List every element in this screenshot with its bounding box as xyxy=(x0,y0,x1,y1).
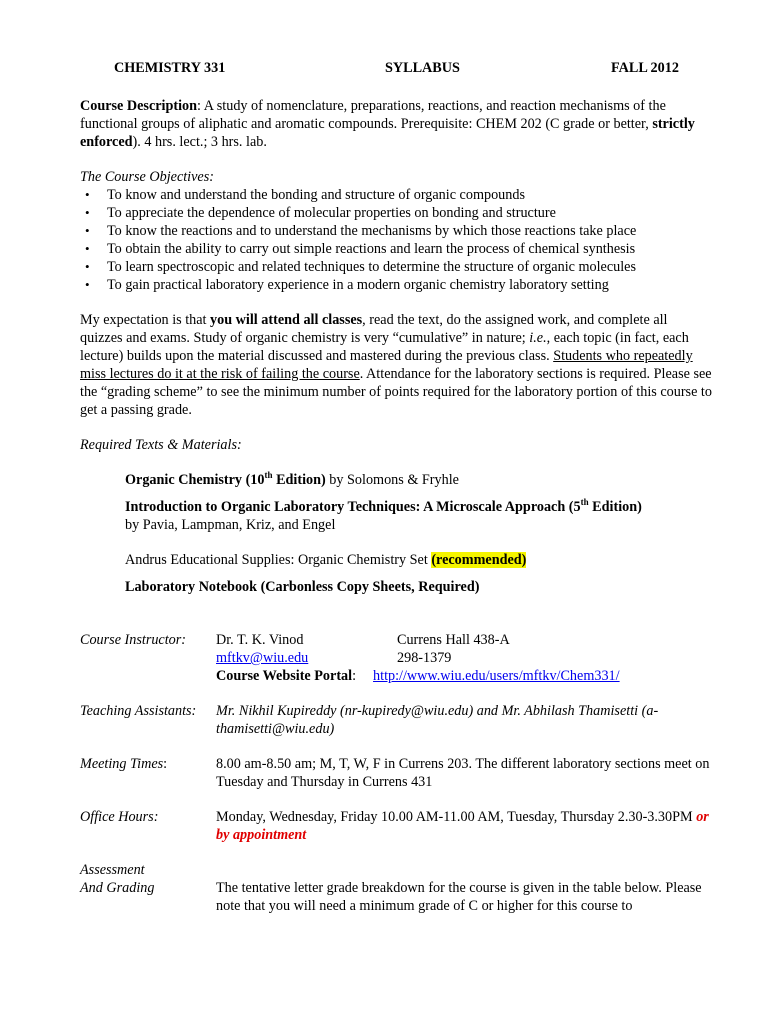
assessment-block xyxy=(80,861,712,915)
office-hours-block xyxy=(80,808,712,844)
attendance-expectation: My expectation is that you will attend all classes, read the text, do the assigned work, and complete all quizzes and exams. Study of organic chemistry is very “cumulative” in nature; i.e., each topic (in fact, each lecture) builds upon the material discussed and mastered during the previous class. Students who repeatedly miss lectures do it at the risk of failing the course. Attendance for the laboratory sections is required. Please see the “grading scheme” to see the minimum number of points required for the laboratory portion of this course to get a passing grade. xyxy=(80,312,712,418)
office-hours-text: Monday, Wednesday, Friday 10.00 AM-11.00 AM, Tuesday, Thursday 2.30-3.30PM or by appointment xyxy=(216,809,709,843)
meeting-times-label: Meeting Times: xyxy=(80,756,168,772)
textbook-lab-techniques: Introduction to Organic Laboratory Techniques: A Microscale Approach (5th Edition) xyxy=(125,497,642,515)
instructor-label: Course Instructor: xyxy=(80,632,187,648)
grading-label: And Grading xyxy=(80,880,155,896)
objectives-title: The Course Objectives: xyxy=(80,169,214,185)
course-description: Course Description: A study of nomenclature, preparations, reactions, and reaction mechanisms of the functional groups of aliphatic and aromatic compounds. Prerequisite: CHEM 202 (C grade or better, strictly enforced). 4 hrs. lect.; 3 hrs. lab. xyxy=(80,98,695,150)
term: FALL 2012 xyxy=(611,60,679,76)
textbook-organic-chemistry: Organic Chemistry (10th Edition) by Solomons & Fryhle xyxy=(125,470,459,488)
assessment-label: Assessment xyxy=(80,862,145,878)
portal-label: Course Website Portal xyxy=(216,668,353,684)
meeting-times-text: 8.00 am-8.50 am; M, T, W, F in Currens 203. The different laboratory sections meet on Tuesday and Thursday in Currens 431 xyxy=(216,756,710,790)
bullet-icon: • xyxy=(85,241,90,256)
instructor-email-link[interactable]: mftkv@wiu.edu xyxy=(216,650,309,666)
instructor-name: Dr. T. K. Vinod xyxy=(216,632,304,648)
list-item: • To obtain the ability to carry out simple reactions and learn the process of chemical synthesis xyxy=(85,241,636,257)
list-item: • To know the reactions and to understand the mechanisms by which those reactions take place xyxy=(85,223,637,239)
bullet-icon: • xyxy=(85,223,90,238)
document-title: SYLLABUS xyxy=(385,60,460,76)
meeting-times-block xyxy=(80,755,712,791)
list-item: • To appreciate the dependence of molecular properties on bonding and structure xyxy=(85,205,556,221)
instructor-office: Currens Hall 438-A xyxy=(397,632,510,648)
required-texts-title: Required Texts & Materials: xyxy=(80,437,242,453)
teaching-assistants-label: Teaching Assistants: xyxy=(80,703,197,719)
bullet-icon: • xyxy=(85,187,90,202)
recommended-highlight: (recommended) xyxy=(431,552,527,568)
teaching-assistants-block xyxy=(80,702,712,738)
supplies-line: Andrus Educational Supplies: Organic Chemistry Set (recommended) xyxy=(125,552,527,568)
list-item: • To learn spectroscopic and related techniques to determine the structure of organic molecules xyxy=(85,259,636,275)
list-item: • To gain practical laboratory experience in a modern organic chemistry laboratory setting xyxy=(85,277,609,293)
teaching-assistants-text: Mr. Nikhil Kupireddy (nr-kupiredy@wiu.edu) and Mr. Abhilash Thamisetti (a-thamisetti@wiu.edu) xyxy=(216,703,659,737)
assessment-text: The tentative letter grade breakdown for the course is given in the table below. Please note that you will need a minimum grade of C or higher for this course to xyxy=(216,880,702,914)
instructor-block: Course Instructor: Dr. T. K. Vinod Currens Hall 438-A mftkv@wiu.edu 298-1379 Course Website Portal: http://www.wiu.edu/users/mftkv/Chem331/ xyxy=(80,631,712,685)
course-code: CHEMISTRY 331 xyxy=(114,60,226,76)
objectives-list xyxy=(80,186,712,294)
bullet-icon: • xyxy=(85,205,90,220)
office-hours-label: Office Hours: xyxy=(80,809,159,825)
bullet-icon: • xyxy=(85,259,90,274)
appointment-note: or by appointment xyxy=(216,809,709,843)
list-item: • To know and understand the bonding and structure of organic compounds xyxy=(85,187,525,203)
textbook-authors: by Pavia, Lampman, Kriz, and Engel xyxy=(125,517,336,533)
bullet-icon: • xyxy=(85,277,90,292)
syllabus-header xyxy=(80,60,712,80)
syllabus-page xyxy=(80,60,712,915)
instructor-phone: 298-1379 xyxy=(397,650,452,666)
course-website-link[interactable]: http://www.wiu.edu/users/mftkv/Chem331/ xyxy=(373,668,620,684)
lab-notebook: Laboratory Notebook (Carbonless Copy Sheets, Required) xyxy=(125,579,480,595)
